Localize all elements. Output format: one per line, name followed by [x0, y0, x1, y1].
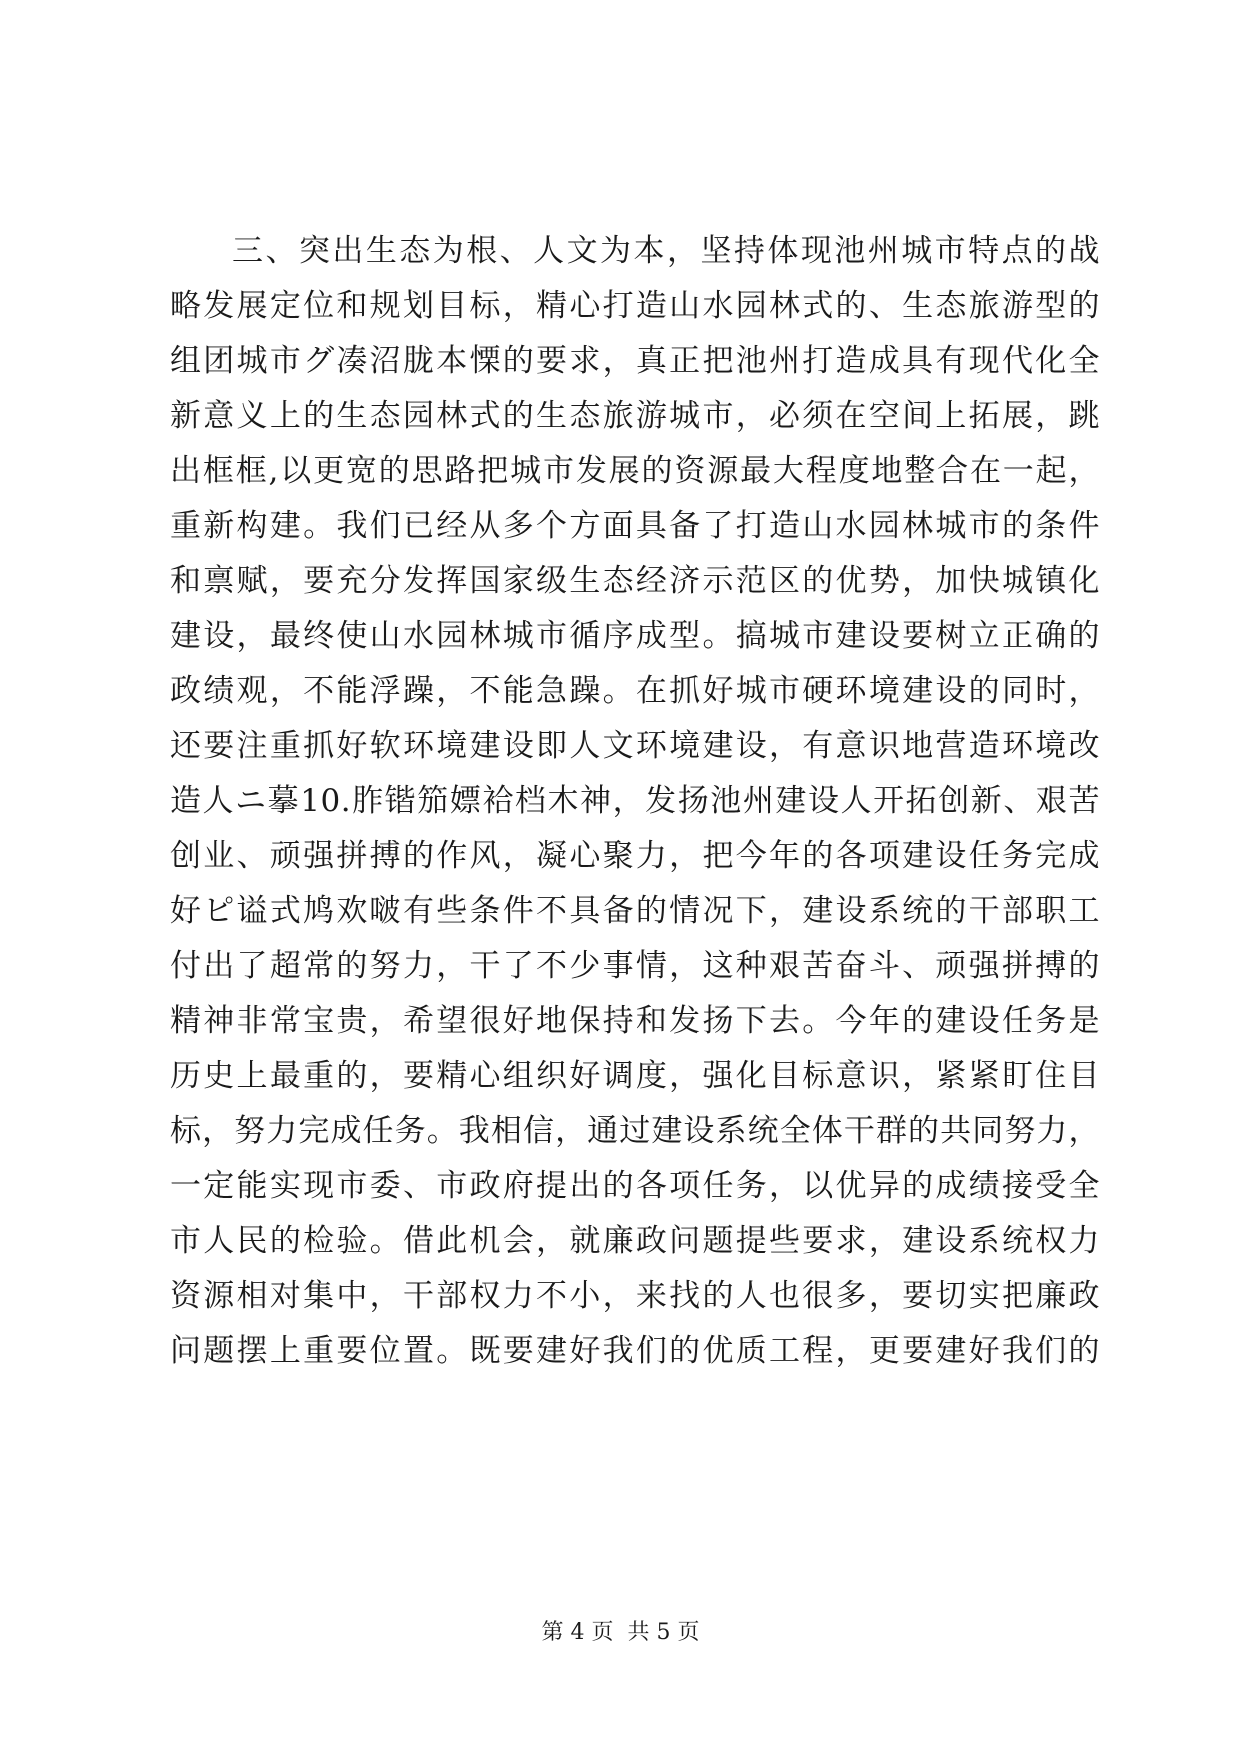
- text-line: 略发展定位和规划目标，精心打造山水园林式的、生态旅游型的: [170, 288, 1100, 324]
- text-line: 三、突出生态为根、人文为本，坚持体现池州城市特点的战: [232, 233, 1100, 269]
- text-line: 问题摆上重要位置。既要建好我们的优质工程，更要建好我们的: [170, 1333, 1100, 1369]
- text-line: 付出了超常的努力，干了不少事情，这种艰苦奋斗、顽强拼搏的: [170, 948, 1100, 984]
- text-line: 一定能实现市委、市政府提出的各项任务，以优异的成绩接受全: [170, 1168, 1100, 1204]
- page-number-footer: 第 4 页 共 5 页: [541, 1620, 700, 1645]
- text-line: 精神非常宝贵，希望很好地保持和发扬下去。今年的建设任务是: [170, 1003, 1100, 1039]
- text-line: 组团城市グ凑沼胧本慄的要求，真正把池州打造成具有现代化全: [170, 343, 1100, 379]
- text-line: 资源相对集中，干部权力不小，来找的人也很多，要切实把廉政: [170, 1278, 1100, 1314]
- text-line: 市人民的检验。借此机会，就廉政问题提些要求，建设系统权力: [170, 1223, 1100, 1259]
- text-line: 和禀赋，要充分发挥国家级生态经济示范区的优势，加快城镇化: [170, 563, 1100, 599]
- body-paragraph: [170, 224, 1100, 1379]
- text-line: 建设，最终使山水园林城市循序成型。搞城市建设要树立正确的: [170, 618, 1100, 654]
- text-line: 标，努力完成任务。我相信，通过建设系统全体干群的共同努力，: [170, 1113, 1100, 1149]
- text-line: 历史上最重的，要精心组织好调度，强化目标意识，紧紧盯住目: [170, 1058, 1100, 1094]
- text-line: 造人ニ摹10.胙锴笳嫖袷档木神，发扬池州建设人开拓创新、艰苦: [170, 783, 1100, 819]
- text-line: 好ピ谥式鸠欢啵有些条件不具备的情况下，建设系统的干部职工: [170, 893, 1100, 929]
- text-line: 还要注重抓好软环境建设即人文环境建设，有意识地营造环境改: [170, 728, 1100, 764]
- text-line: 新意义上的生态园林式的生态旅游城市，必须在空间上拓展，跳: [170, 398, 1100, 434]
- text-line: 创业、顽强拼搏的作风，凝心聚力，把今年的各项建设任务完成: [170, 838, 1100, 874]
- text-line: 重新构建。我们已经从多个方面具备了打造山水园林城市的条件: [170, 508, 1100, 544]
- text-line: 政绩观，不能浮躁，不能急躁。在抓好城市硬环境建设的同时，: [170, 673, 1100, 709]
- text-line: 出框框,以更宽的思路把城市发展的资源最大程度地整合在一起，: [170, 453, 1100, 489]
